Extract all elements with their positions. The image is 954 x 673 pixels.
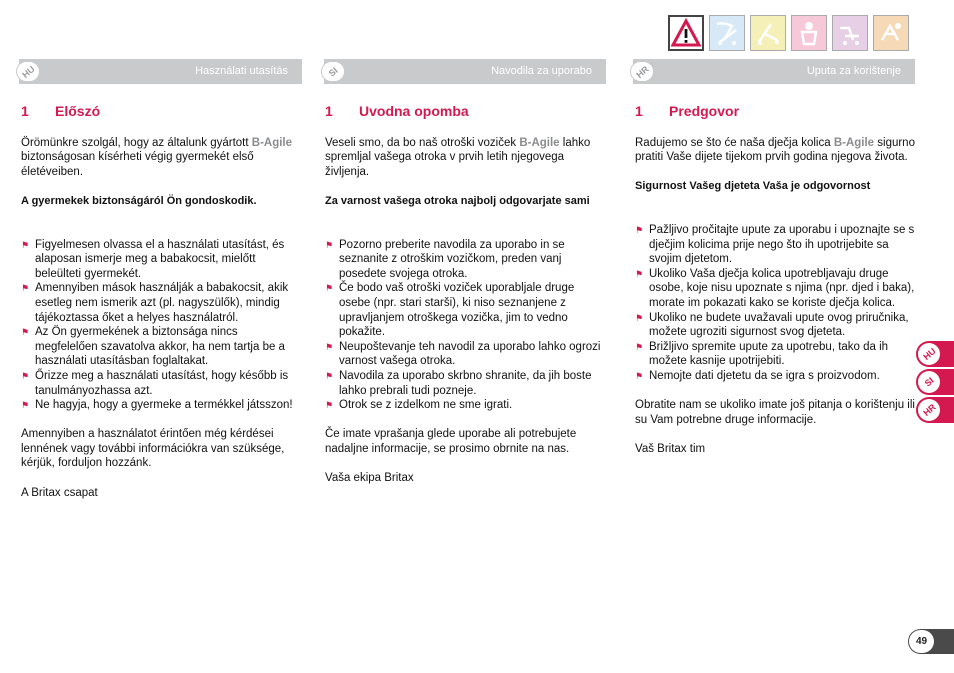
brand-name: B-Agile <box>519 136 560 149</box>
list-item: ⚑ Ne hagyja, hogy a gyermeke a termékkel játsszon! <box>21 398 303 413</box>
list-item: ⚑ Az Ön gyermekének a biztonsága nincs megfelelően szavatolva akkor, ha nem tartja be a használati utasításban foglaltakat. <box>21 325 303 369</box>
signature: Vaša ekipa Britax <box>325 472 414 485</box>
header-title: Uputa za korištenje <box>806 65 901 77</box>
list-item: ⚑ Če bodo vaš otroški voziček uporabljale druge osebe (npr. stari starši), ki niso seznanjene z upravljanjem otroškega vozička, jim to vedno pokažite. <box>325 281 607 339</box>
section-title: 1 Predgovor <box>635 103 740 119</box>
column-si <box>325 104 607 500</box>
care-icon <box>873 15 909 51</box>
list-item: ⚑ Brižljivo spremite upute za upotrebu, tako da ih možete kasnije upotrijebiti. <box>635 340 917 369</box>
stroller-frame-icon <box>709 15 745 51</box>
intro-paragraph: Örömünkre szolgál, hogy az általunk gyártott B-Agile biztonságosan kísérheti végig gyermekét első életéveiben. <box>21 136 293 178</box>
header-title: Navodila za uporabo <box>491 65 592 77</box>
warning-icon <box>668 15 704 51</box>
child-seat-icon <box>791 15 827 51</box>
stroller-accessory-icon <box>832 15 868 51</box>
responsibility-statement: Za varnost vašega otroka najbolj odgovarjate sami <box>325 194 590 207</box>
side-tab-hu[interactable]: HU <box>916 341 954 367</box>
brand-name: B-Agile <box>833 136 875 149</box>
warning-list <box>21 238 303 413</box>
list-item: ⚑ Amennyiben mások használják a babakocsit, akik esetleg nem ismerik azt (pl. nagyszülők), mindig tájékoztassa őket a helyes használatról. <box>21 281 303 325</box>
list-item: ⚑ Nemojte dati djetetu da se igra s proizvodom. <box>635 369 917 384</box>
brand-name: B-Agile <box>251 136 293 149</box>
language-tag: HU <box>16 61 40 82</box>
list-item: ⚑ Pozorno preberite navodila za uporabo in se seznanite z otroškim vozičkom, preden vanj posedete svojega otroka. <box>325 238 607 282</box>
list-item: ⚑ Pažljivo pročitajte upute za uporabu i upoznajte se s dječjim kolicima prije nego što ih upotrijebite sa svojim djetetom. <box>635 223 917 267</box>
intro-paragraph: Veseli smo, da bo naš otroški voziček B-Agile lahko spremljal vašega otroka v prvih letih njegovega življenja. <box>325 136 591 178</box>
column-hu <box>21 104 303 515</box>
section-title: 1 Uvodna opomba <box>325 103 469 119</box>
warning-list <box>325 238 607 413</box>
list-item: ⚑ Neupoštevanje teh navodil za uporabo lahko ogrozi varnost vašega otroka. <box>325 340 607 369</box>
column-hr <box>635 104 917 471</box>
language-tag: HR <box>630 61 654 82</box>
pictogram-strip <box>668 15 909 51</box>
list-item: ⚑ Navodila za uporabo skrbno shranite, da jih boste lahko prebrali tudi pozneje. <box>325 369 607 398</box>
side-tab-si[interactable]: SI <box>916 369 954 395</box>
side-tab-hr[interactable]: HR <box>916 397 954 423</box>
column-header-hu <box>19 59 302 84</box>
column-header-si <box>324 59 606 84</box>
list-item: ⚑ Figyelmesen olvassa el a használati utasítást, és alaposan ismerje meg a babakocsit, mielőtt beleülteti gyermekét. <box>21 238 303 282</box>
list-item: ⚑ Ukoliko ne budete uvažavali upute ovog priručnika, možete ugroziti sigurnost svog djeteta. <box>635 311 917 340</box>
list-item: ⚑ Ukoliko Vaša dječja kolica upotrebljavaju druge osobe, koje nisu upoznate s njima (npr. djed i baka), morate im pokazati kako se koriste dječja kolica. <box>635 267 917 311</box>
language-tag: SI <box>321 61 345 82</box>
intro-paragraph: Radujemo se što će naša dječja kolica B-Agile sigurno pratiti Vaše dijete tijekom prvih godina njegova života. <box>635 136 915 164</box>
page-number: 49 <box>908 629 954 654</box>
responsibility-statement: Sigurnost Vašeg djeteta Vaša je odgovornost <box>635 180 871 193</box>
closing-paragraph: Amennyiben a használatot érintően még kérdései lennének vagy további információkra van szüksége, kérjük, forduljon hozzánk. <box>21 428 285 470</box>
list-item: ⚑ Őrizze meg a használati utasítást, hogy később is tanulmányozhassa azt. <box>21 369 303 398</box>
closing-paragraph: Obratite nam se ukoliko imate još pitanja o korištenju ili su Vam potrebne druge informacije. <box>635 399 915 426</box>
list-item: ⚑ Otrok se z izdelkom ne sme igrati. <box>325 398 607 413</box>
section-title: 1 Előszó <box>21 103 101 119</box>
header-title: Használati utasítás <box>195 65 288 77</box>
column-header-hr <box>633 59 915 84</box>
signature: A Britax csapat <box>21 486 98 499</box>
closing-paragraph: Če imate vprašanja glede uporabe ali potrebujete nadaljne informacije, se prosimo obrnite na nas. <box>325 428 577 455</box>
responsibility-statement: A gyermekek biztonságáról Ön gondoskodik. <box>21 194 257 207</box>
signature: Vaš Britax tim <box>635 442 706 455</box>
warning-list <box>635 223 917 384</box>
stroller-fold-icon <box>750 15 786 51</box>
